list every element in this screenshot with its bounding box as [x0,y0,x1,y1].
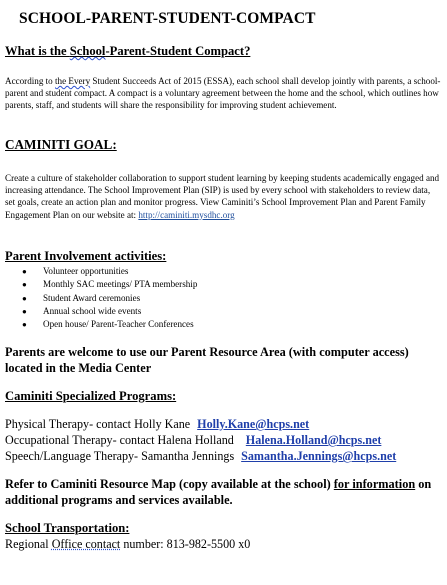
program-row-speech [5,448,396,464]
bullet-icon: ● [22,267,27,276]
goal-para-text: Create a culture of stakeholder collaboration to support student learning by keeping students academically engaged and increasing attendance. The School Improvement Plan (SIP) is used by every school with stakeholders to review data, set goals, create an action plan and monitor progress. View Caminiti’s School Improvement Plan and Parent Family Engagement Plan on our website at: [5,173,440,220]
resource-area-text: Parents are welcome to use our Parent Resource Area (with computer access) located in the Media Center [5,345,409,375]
compact-heading-mid: School [69,44,106,58]
list-item [5,278,197,291]
involvement-heading: Parent Involvement activities: [5,249,167,263]
school-website-link[interactable]: http://caminiti.mysdhc.org [138,209,235,220]
transport-post: number: 813-982-5500 x0 [120,537,251,551]
compact-para-pre: According to [5,76,56,86]
list-item [5,318,197,331]
program-label: Occupational Therapy- contact Halena Holland [5,433,234,447]
compact-para-mark: the Every [55,76,91,86]
goal-heading: CAMINITI GOAL: [5,137,117,152]
bullet-icon: ● [22,320,27,330]
program-label: Physical Therapy- contact Holly Kane [5,417,191,431]
compact-heading [5,44,250,59]
list-item-text: Volunteer opportunities [43,266,129,276]
compact-paragraph [5,75,441,112]
program-row-occupational [5,432,381,448]
list-item-text: Monthly SAC meetings/ PTA membership [43,279,198,290]
list-item [5,292,197,305]
transport-mark: Office contact [51,537,121,551]
transport-text [5,536,250,552]
email-link-holly[interactable]: Holly.Kane@hcps.net [197,417,310,431]
involvement-list [5,265,197,331]
email-link-halena[interactable]: Halena.Holland@hcps.net [245,433,382,447]
resource-map-text [5,476,443,508]
list-item-text: Open house/ Parent-Teacher Conferences [43,319,194,330]
transport-pre: Regional [5,537,52,551]
list-item-text: Student Award ceremonies [43,292,141,303]
list-item [5,305,197,318]
goal-paragraph [5,172,441,221]
bullet-icon: ● [22,293,27,303]
list-item [5,265,197,278]
compact-heading-post: -Parent-Student Compact? [105,44,251,58]
page-title: SCHOOL-PARENT-STUDENT-COMPACT [19,10,316,27]
program-row-physical [5,416,309,432]
resource-map-post: on additional programs and services available. [5,477,432,507]
resource-map-mark: for information [333,477,416,491]
bullet-icon: ● [22,280,27,290]
compact-para-post: Student Succeeds Act of 2015 (ESSA), each school shall develop jointly with parents, a school-parent and student compact. A compact is a voluntary agreement between the home and the school, which outlines how parents, staff, and students will share the responsibility for improving student achievement. [5,76,441,111]
compact-heading-pre: What is the [5,44,70,58]
program-label: Speech/Language Therapy- Samantha Jennings [5,449,235,463]
programs-heading: Caminiti Specialized Programs: [5,389,177,403]
list-item-text: Annual school wide events [43,305,142,316]
bullet-icon: ● [22,306,27,316]
resource-map-pre: Refer to Caminiti Resource Map (copy available at the school) [5,477,334,491]
transport-heading: School Transportation: [5,521,130,535]
email-link-samantha[interactable]: Samantha.Jennings@hcps.net [241,449,397,463]
